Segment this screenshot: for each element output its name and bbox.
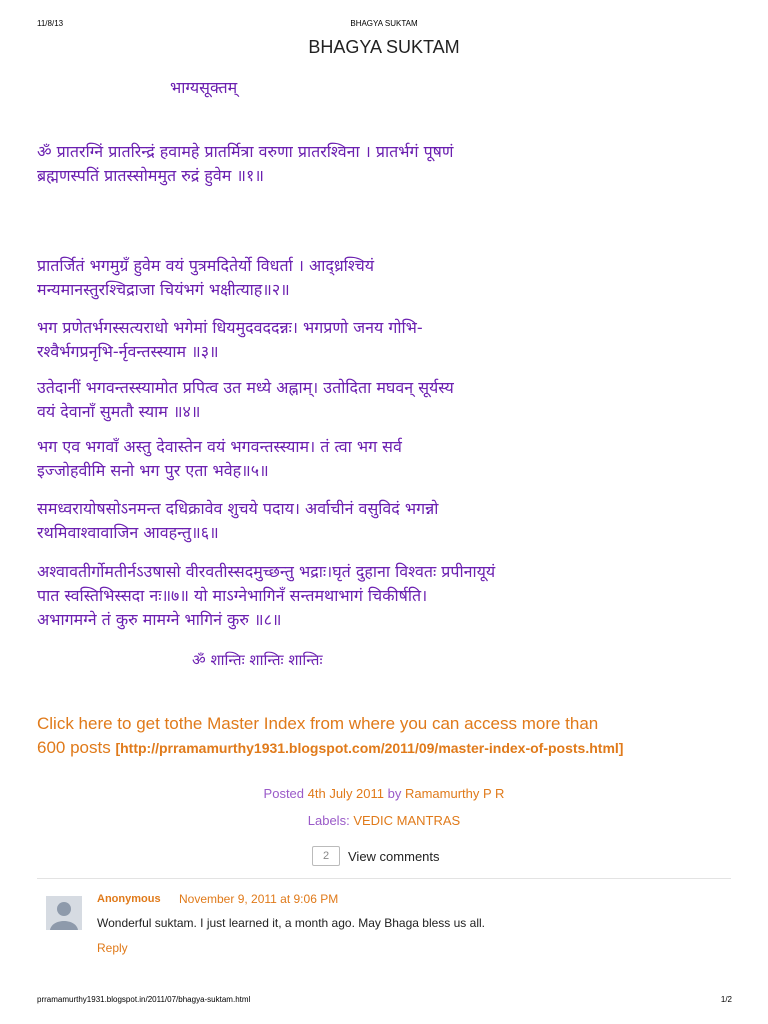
verse-line: रश्वैर्भगप्रनृभि-र्नृवन्तस्स्याम ॥३॥ bbox=[37, 342, 219, 361]
verse-3 bbox=[37, 316, 423, 364]
verse-line: रथमिवाश्वावाजिन आवहन्तु॥६॥ bbox=[37, 523, 219, 542]
shanti-line: ॐ शान्तिः शान्तिः शान्तिः bbox=[192, 651, 323, 669]
verse-line: वयं देवानाँ सुमतौ स्याम ॥४॥ bbox=[37, 402, 201, 421]
print-title: BHAGYA SUKTAM bbox=[350, 19, 418, 28]
comment-author[interactable]: Anonymous bbox=[97, 893, 161, 905]
divider bbox=[37, 878, 731, 879]
verse-line: अभागमग्ने तं कुरु मामग्ने भागिनं कुरु ॥८॥ bbox=[37, 610, 282, 629]
by-text: by bbox=[384, 786, 405, 801]
comment-body: Wonderful suktam. I just learned it, a month ago. May Bhaga bless us all. bbox=[97, 916, 485, 930]
label-link[interactable]: VEDIC MANTRAS bbox=[353, 813, 461, 828]
master-index-url[interactable]: [http://prramamurthy1931.blogspot.com/2011/09/master-index-of-posts.html] bbox=[115, 740, 624, 756]
master-index-link[interactable] bbox=[37, 712, 737, 760]
verse-2 bbox=[37, 254, 374, 302]
verse-5 bbox=[37, 435, 402, 483]
default-avatar-icon bbox=[46, 896, 82, 930]
master-index-text-1[interactable]: Click here to get tothe Master Index from where you can access more than bbox=[37, 714, 599, 733]
verse-4 bbox=[37, 376, 454, 424]
post-meta bbox=[0, 786, 768, 801]
avatar bbox=[46, 896, 82, 930]
print-url: prramamurthy1931.blogspot.in/2011/07/bhagya-suktam.html bbox=[37, 995, 251, 1004]
verse-1 bbox=[37, 140, 454, 188]
verse-7-8 bbox=[37, 560, 495, 632]
verse-line: मन्यमानस्तुरश्चिद्राजा चियंभगं भक्षीत्याह॥२॥ bbox=[37, 280, 290, 299]
master-index-text-2[interactable]: 600 posts bbox=[37, 738, 116, 757]
print-page-number: 1/2 bbox=[720, 995, 732, 1004]
view-comments-bar[interactable] bbox=[312, 845, 440, 867]
verse-6 bbox=[37, 497, 438, 545]
comment-count-badge[interactable]: 2 bbox=[312, 846, 340, 866]
reply-link[interactable]: Reply bbox=[97, 941, 128, 955]
verse-line: ब्रह्मणस्पतिं प्रातस्सोममुत रुद्रं हुवेम ॥१॥ bbox=[37, 166, 264, 185]
verse-line: उतेदानीं भगवन्तस्स्यामोत प्रपित्व उत मध्ये अह्नाम्। उतोदिता मघवन् सूर्यस्य bbox=[37, 378, 454, 397]
post-labels bbox=[0, 813, 768, 828]
verse-line: ॐ प्रातरग्निं प्रातरिन्द्रं हवामहे प्रातर्मित्रा वरुणा प्रातरश्विना । प्रातर्भगं पूषणं bbox=[37, 142, 454, 161]
print-date: 11/8/13 bbox=[37, 19, 64, 28]
post-title: BHAGYA SUKTAM bbox=[308, 37, 460, 57]
posted-date-link[interactable]: 4th July 2011 bbox=[307, 786, 385, 801]
labels-prefix: Labels: bbox=[307, 813, 354, 828]
verse-line: अश्वावतीर्गोमतीर्नऽउषासो वीरवतीस्सदमुच्छन्तु भद्राः।घृतं दुहाना विश्वतः प्रपीनायूयं bbox=[37, 562, 496, 581]
verse-line: इज्जोहवीमि सनो भग पुर एता भवेह॥५॥ bbox=[37, 461, 269, 480]
sanskrit-heading: भाग्यसूक्तम् bbox=[170, 78, 238, 97]
verse-line: भग प्रणेतर्भगस्सत्यराधो भगेमां धियमुदवददन्नः। भगप्रणो जनय गोभि- bbox=[37, 318, 423, 337]
comment-date-link[interactable]: November 9, 2011 at 9:06 PM bbox=[179, 892, 339, 906]
verse-line: समध्वरायोषसोऽनमन्त दधिक्रावेव शुचये पदाय। अर्वाचीनं वसुविदं भगन्नो bbox=[37, 499, 439, 518]
author-link[interactable]: Ramamurthy P R bbox=[404, 786, 505, 801]
verse-line: प्रातर्जितं भगमुग्रँ हुवेम वयं पुत्रमदितेर्यो विधर्ता । आद्ध्रश्चियं bbox=[37, 256, 375, 275]
verse-line: पात स्वस्तिभिस्सदा नः॥७॥ यो माऽग्नेभागिनँ सन्तमथाभागं चिकीर्षति। bbox=[37, 586, 428, 605]
view-comments-link[interactable]: View comments bbox=[348, 848, 440, 864]
verse-line: भग एव भगवाँ अस्तु देवास्तेन वयं भगवन्तस्स्याम। तं त्वा भग सर्व bbox=[37, 437, 402, 456]
posted-prefix: Posted bbox=[263, 786, 308, 801]
